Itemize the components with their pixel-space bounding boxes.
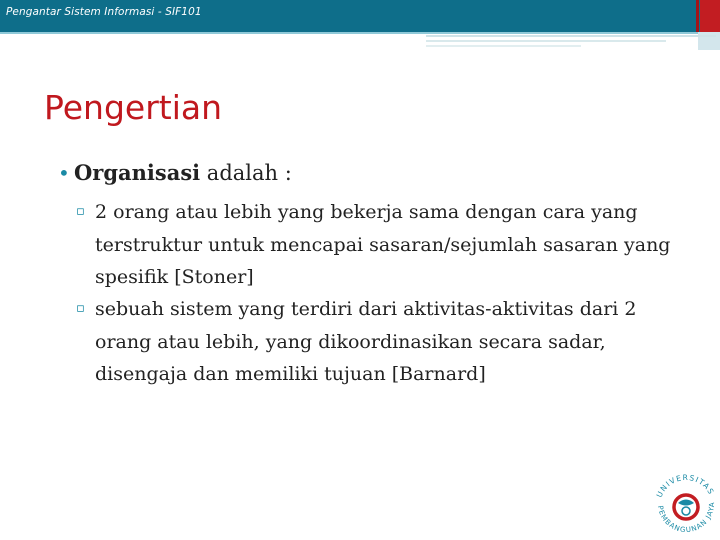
sub-bullet-text: 2 orang atau lebih yang bekerja sama dengan cara yang terstruktur untuk mencapai sasaran/sejumlah sasaran yang spesifik [Stoner] — [95, 201, 671, 288]
square-bullet-icon: ▫ — [76, 301, 85, 316]
main-bullet-rest: adalah : — [200, 161, 292, 185]
slide-title: Pengertian — [44, 88, 223, 127]
header-accent-block — [700, 0, 720, 32]
sub-bullet-item — [76, 196, 676, 294]
seal-bottom-text: PEMBANGUNAN JAYA — [655, 501, 717, 535]
course-header-title: Pengantar Sistem Informasi - SIF101 — [6, 6, 202, 18]
sub-bullet-item — [76, 293, 676, 391]
sub-bullet-text: sebuah sistem yang terdiri dari aktivitas-aktivitas dari 2 orang atau lebih, yang dikoordinasikan secara sadar, disengaja dan memiliki tujuan [Barnard] — [95, 298, 637, 385]
square-bullet-icon: ▫ — [76, 204, 85, 219]
main-bullet-term: Organisasi — [74, 160, 201, 185]
decorative-line — [426, 45, 581, 47]
decorative-line — [426, 35, 716, 37]
bullet-dot-icon: • — [58, 161, 70, 185]
decorative-line — [426, 40, 666, 42]
header-accent-stripe — [696, 0, 699, 32]
seal-top-text: UNIVERSITAS — [654, 472, 717, 499]
main-bullet-text — [74, 160, 292, 185]
header-divider — [0, 32, 720, 34]
university-seal-icon — [650, 462, 720, 540]
